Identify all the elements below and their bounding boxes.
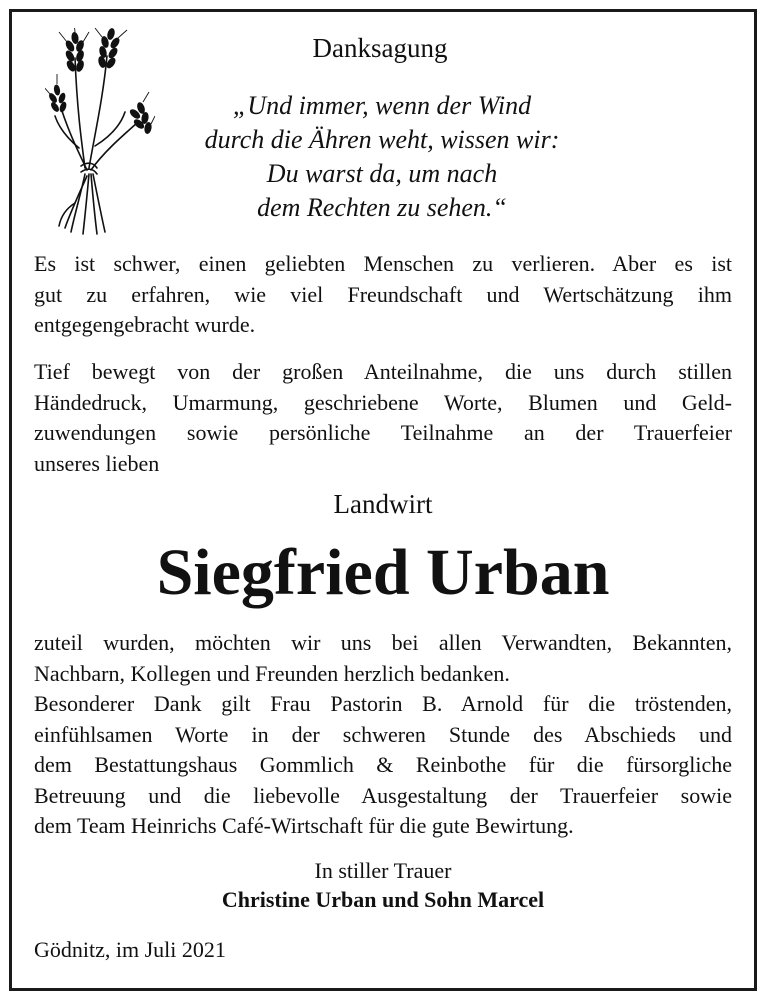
paragraph-line: Händedruck, Umarmung, geschriebene Worte, Blumen und Geld- [34,389,732,415]
occupation-label: Landwirt [333,489,433,519]
paragraph-line: dem Team Heinrichs Café-Wirtschaft für die gute Bewirtung. [34,813,574,838]
wheat-sheaf-icon [45,28,155,238]
paragraph-line: zuwendungen sowie persönliche Teilnahme an der Trauerfeier [34,420,732,445]
signers: Christine Urban und Sohn Marcel [221,887,545,912]
deceased-name: Siegfried Urban [156,536,610,609]
paragraph-line: Besonderer Dank gilt Frau Pastorin B. Arnold für die tröstenden, [34,691,732,716]
quote-line: Du warst da, um nach [266,159,498,188]
paragraph-line: dem Bestattungshaus Gommlich & Reinbothe für die fürsorgliche [34,752,732,777]
paragraph-line: Es ist schwer, einen geliebten Menschen zu verlieren. Aber es ist [34,251,732,276]
paragraph-line: zuteil wurden, möchten wir uns bei allen Verwandten, Bekannten, [34,630,732,655]
paragraph-line: gut zu erfahren, wie viel Freundschaft und Wertschätzung ihm [34,281,732,307]
paragraph-line: entgegengebracht wurde. [34,312,256,337]
notice-heading: Danksagung [312,33,448,63]
closing-phrase: In stiller Trauer [314,858,452,883]
place-date: Gödnitz, im Juli 2021 [34,937,226,962]
thanks-paragraph [34,628,732,842]
gratitude-paragraph [34,357,732,479]
paragraph-line: einfühlsamen Worte in der schweren Stunde des Abschieds und [34,721,732,747]
paragraph-line: unseres lieben [34,450,160,476]
quote-line: durch die Ähren weht, wissen wir: [204,125,560,154]
quote-line: „Und immer, wenn der Wind [232,91,532,120]
paragraph-line: Betreuung und die liebevolle Ausgestaltung der Trauerfeier sowie [34,782,732,808]
intro-paragraph [34,249,732,341]
paragraph-line: Tief bewegt von der großen Anteilnahme, die uns durch stillen [34,359,732,384]
quote-line: dem Rechten zu sehen.“ [257,193,507,222]
quote-block [150,89,614,225]
paragraph-line: Nachbarn, Kollegen und Freunden herzlich bedanken. [34,660,510,686]
